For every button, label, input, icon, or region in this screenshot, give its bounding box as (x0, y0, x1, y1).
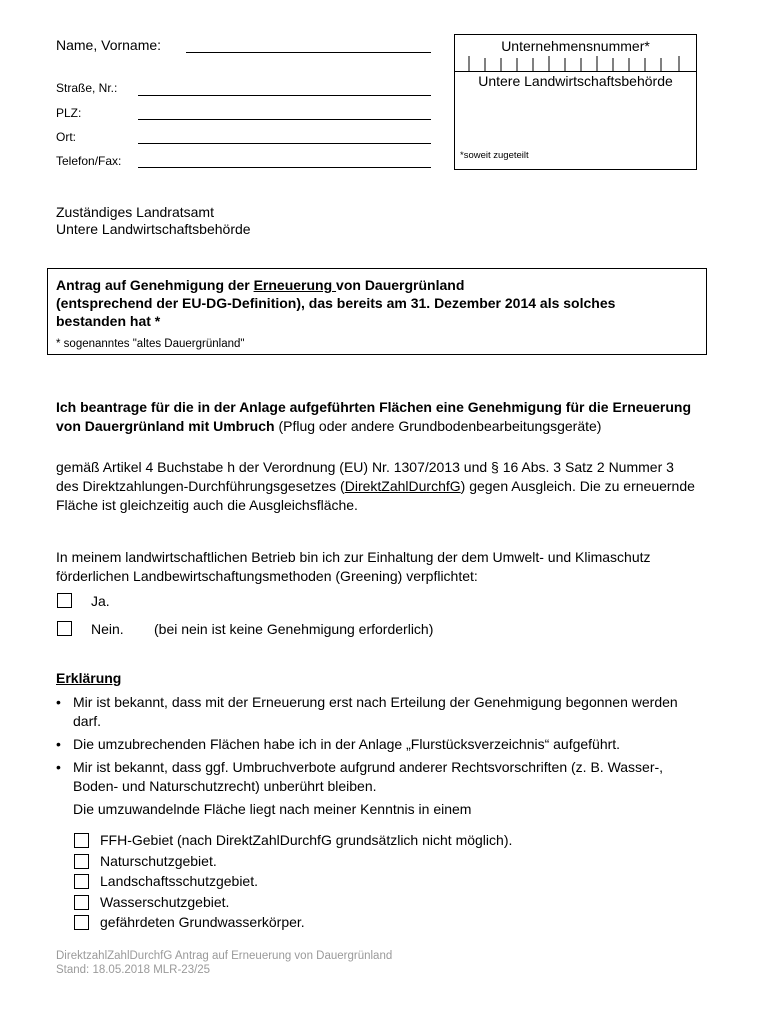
office-box (454, 34, 697, 170)
phone-field[interactable] (138, 167, 431, 168)
request-bold: Ich beantrage für die in der Anlage aufgeführten Flächen eine Genehmigung für die Erneuerung von Dauergrünland mit Umbruch (56, 399, 692, 434)
office-box-footnote: *soweit zugeteilt (460, 150, 529, 161)
legal-basis-paragraph (56, 458, 696, 515)
request-paragraph (56, 398, 696, 436)
declaration-item: • Die umzubrechenden Flächen habe ich in der Anlage „Flurstücksverzeichnis“ aufgeführt. (56, 735, 696, 754)
application-title-box (47, 268, 707, 355)
legal-part1: gemäß Artikel 4 Buchstabe h der Verordnung (EU) Nr. 1307/2013 und § 16 Abs. 3 Satz 2 Nummer 3 des Direktzahlungen-Durchführungsgesetzes ( (56, 459, 674, 494)
street-field[interactable] (138, 95, 431, 96)
area-water-protection-checkbox[interactable] (74, 895, 89, 910)
company-number-ticks (455, 56, 696, 72)
city-field[interactable] (138, 143, 431, 144)
area-groundwater-label: gefährdeten Grundwasserkörper. (100, 914, 305, 930)
area-intro: Die umzuwandelnde Fläche liegt nach meiner Kenntnis in einem (73, 801, 472, 817)
city-label: Ort: (56, 130, 76, 144)
area-ffh-label: FFH-Gebiet (nach DirektZahlDurchfG grundsätzlich nicht möglich). (100, 832, 513, 848)
declaration-heading: Erklärung (56, 670, 122, 686)
greening-question: In meinem landwirtschaftlichen Betrieb bin ich zur Einhaltung der dem Umwelt- und Klimaschutz förderlichen Landbewirtschaftungsmethoden (Greening) verpflichtet: (56, 549, 651, 584)
title-line3: bestanden hat * (56, 313, 161, 329)
application-title (56, 276, 696, 330)
street-label: Straße, Nr.: (56, 81, 118, 95)
greening-no-label: Nein. (91, 621, 124, 637)
declaration-item: • Mir ist bekannt, dass ggf. Umbruchverbote aufgrund anderer Rechtsvorschriften (z. B. Wasser-, Boden- und Naturschutzrecht) unberührt bleiben. (56, 758, 696, 796)
name-field[interactable] (186, 52, 431, 53)
title-part1: Antrag auf Genehmigung der (56, 277, 254, 293)
recipient-line1: Zuständiges Landratsamt (56, 204, 214, 220)
area-groundwater-checkbox[interactable] (74, 915, 89, 930)
greening-yes-checkbox[interactable] (57, 593, 72, 608)
area-nature-reserve-label: Naturschutzgebiet. (100, 853, 217, 869)
company-number-label: Unternehmensnummer* (501, 38, 650, 54)
declaration-list (56, 693, 696, 800)
legal-abbrev: DirektZahlDurchfG (344, 478, 461, 494)
title-line2: (entsprechend der EU-DG-Definition), das bereits am 31. Dezember 2014 als solches (56, 295, 616, 311)
authority-label: Untere Landwirtschaftsbehörde (478, 73, 673, 89)
company-number-field[interactable] (455, 56, 696, 72)
legal-part2: ) gegen Ausgleich. Die zu erneuernde Fläche ist gleichzeitig auch die Ausgleichsfläche. (56, 478, 695, 513)
footer-line1: DirektzahlZahlDurchfG Antrag auf Erneuerung von Dauergrünland (56, 950, 393, 962)
greening-yes-label: Ja. (91, 593, 110, 609)
title-footnote: * sogenanntes "altes Dauergrünland" (56, 338, 245, 350)
area-nature-reserve-checkbox[interactable] (74, 854, 89, 869)
zip-field[interactable] (138, 119, 431, 120)
footer-line2: Stand: 18.05.2018 MLR-23/25 (56, 964, 211, 976)
greening-no-note: (bei nein ist keine Genehmigung erforderlich) (154, 621, 434, 637)
area-landscape-label: Landschaftsschutzgebiet. (100, 873, 258, 889)
phone-label: Telefon/Fax: (56, 154, 122, 168)
request-normal: (Pflug oder andere Grundbodenbearbeitungsgeräte) (274, 418, 602, 434)
greening-no-checkbox[interactable] (57, 621, 72, 636)
area-ffh-checkbox[interactable] (74, 833, 89, 848)
area-landscape-checkbox[interactable] (74, 874, 89, 889)
declaration-item: • Mir ist bekannt, dass mit der Erneuerung erst nach Erteilung der Genehmigung begonnen werden darf. (56, 693, 696, 731)
area-water-protection-label: Wasserschutzgebiet. (100, 894, 230, 910)
title-underlined: Erneuerung (253, 277, 337, 293)
name-label: Name, Vorname: (56, 37, 162, 53)
title-part2: von Dauergrünland (336, 277, 465, 293)
recipient-line2: Untere Landwirtschaftsbehörde (56, 221, 251, 237)
zip-label: PLZ: (56, 106, 82, 120)
